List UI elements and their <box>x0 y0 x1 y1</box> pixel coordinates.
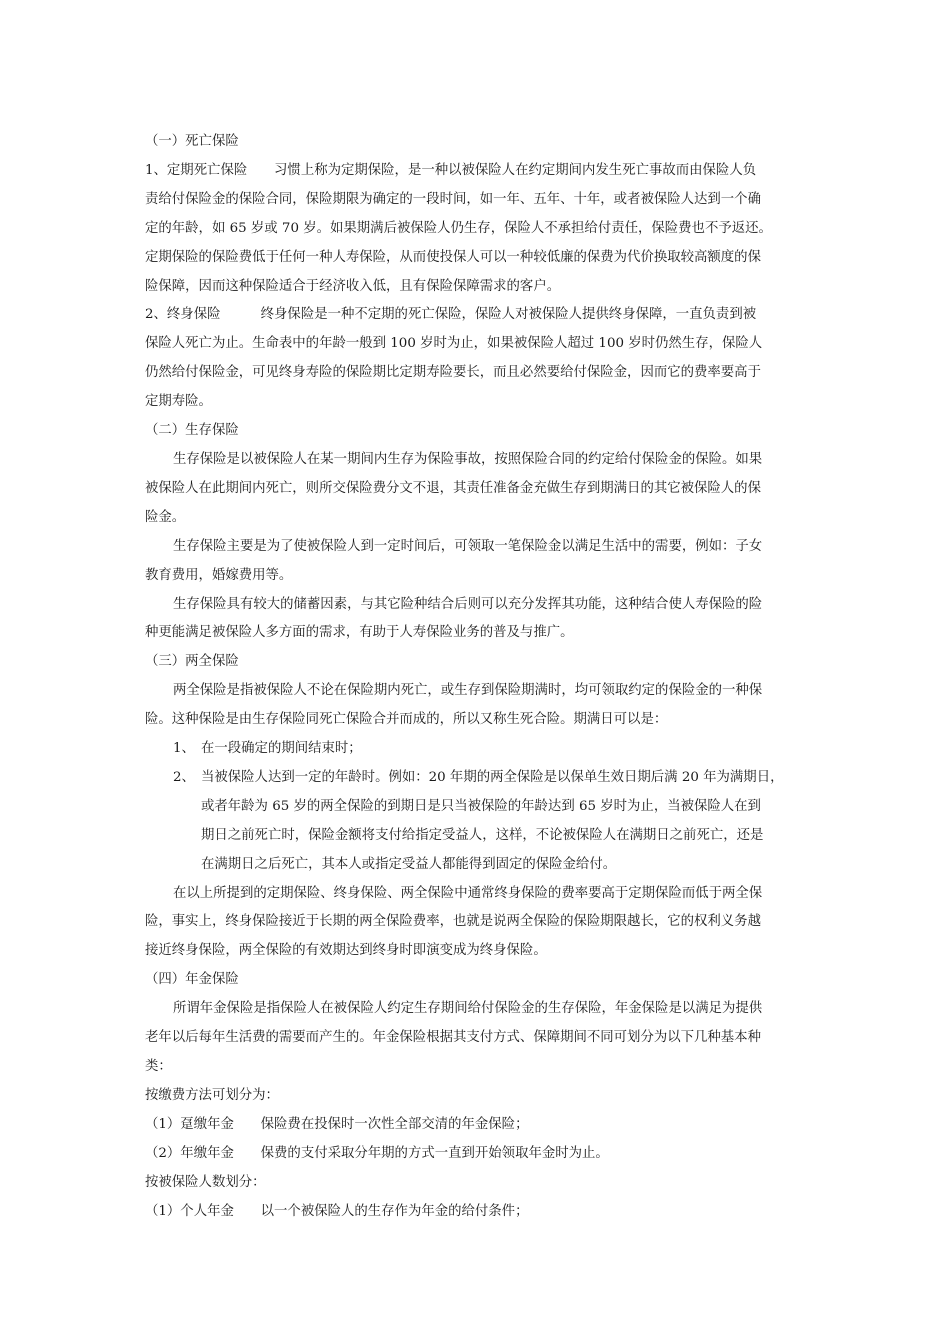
paragraph-line: 被保险人在此期间内死亡，则所交保险费分文不退，其责任准备金充做生存到期满日的其它被保险人的保 <box>145 480 761 496</box>
paragraph-line: （1）个人年金 以一个被保险人的生存作为年金的给付条件； <box>145 1203 529 1219</box>
paragraph-line: 在以上所提到的定期保险、终身保险、两全保险中通常终身保险的费率要高于定期保险而低于两全保 <box>173 885 763 901</box>
paragraph-line: 类： <box>145 1059 172 1074</box>
section-heading: （二）生存保险 <box>145 423 239 439</box>
paragraph-line: 2、终身保险 终身保险是一种不定期的死亡保险，保险人对被保险人提供终身保障，一直负责到被 <box>145 307 757 323</box>
paragraph-line: 险金。 <box>145 509 186 525</box>
paragraph-line: 责给付保险金的保险合同，保险期限为确定的一段时间，如一年、五年、十年，或者被保险人达到一个确 <box>145 191 761 207</box>
list-number: 1、 <box>173 741 195 757</box>
list-number: 2、 <box>173 769 195 785</box>
paragraph-line: 按缴费方法可划分为： <box>145 1087 279 1103</box>
paragraph-line: 按被保险人数划分： <box>145 1174 266 1190</box>
list-item-continuation: 在满期日之后死亡，其本人或指定受益人都能得到固定的保险金给付。 <box>201 856 617 872</box>
paragraph-line: 险。这种保险是由生存保险同死亡保险合并而成的，所以又称生死合险。期满日可以是： <box>145 712 668 728</box>
paragraph-line: 险保障，因而这种保险适合于经济收入低，且有保险保障需求的客户。 <box>145 278 561 294</box>
paragraph-line: （2）年缴年金 保费的支付采取分年期的方式一直到开始领取年金时为止。 <box>145 1145 609 1161</box>
paragraph-line: 生存保险是以被保险人在某一期间内生存为保险事故，按照保险合同的约定给付保险金的保险。如果 <box>173 451 763 467</box>
paragraph-line: 接近终身保险，两全保险的有效期达到终身时即演变成为终身保险。 <box>145 943 547 959</box>
paragraph-line: 保险人死亡为止。生命表中的年龄一般到 100 岁时为止，如果被保险人超过 100 岁时仍然生存，保险人 <box>145 336 763 352</box>
paragraph-line: 定的年龄，如 65 岁或 70 岁。如果期满后被保险人仍生存，保险人不承担给付责任，保险费也不予返还。 <box>145 220 772 236</box>
paragraph-line: （1）趸缴年金 保险费在投保时一次性全部交清的年金保险； <box>145 1116 529 1132</box>
list-item <box>145 764 805 793</box>
section-heading: （四）年金保险 <box>145 972 239 988</box>
paragraph-line: 1、定期死亡保险 习惯上称为定期保险，是一种以被保险人在约定期间内发生死亡事故而由保险人负 <box>145 162 757 178</box>
paragraph-line: 定期寿险。 <box>145 394 212 410</box>
list-item-text: 在一段确定的期间结束时； <box>201 741 362 757</box>
paragraph-line: 教育费用，婚嫁费用等。 <box>145 567 293 583</box>
paragraph-line: 仍然给付保险金，可见终身寿险的保险期比定期寿险要长，而且必然要给付保险金，因而它的费率要高于 <box>145 365 761 381</box>
section-heading: （一）死亡保险 <box>145 134 239 149</box>
paragraph-line: 险，事实上，终身保险接近于长期的两全保险费率，也就是说两全保险的保险期限越长，它的权利义务越 <box>145 914 761 930</box>
list-item-text: 当被保险人达到一定的年龄时。例如：20 年期的两全保险是以保单生效日期后满 20 年为满期日， <box>201 769 784 785</box>
paragraph-line: 种更能满足被保险人多方面的需求，有助于人寿保险业务的普及与推广。 <box>145 625 574 641</box>
list-item <box>145 735 805 764</box>
paragraph-line: 生存保险具有较大的储蓄因素，与其它险种结合后则可以充分发挥其功能，这种结合使人寿保险的险 <box>173 596 763 612</box>
paragraph-line: 所谓年金保险是指保险人在被保险人约定生存期间给付保险金的生存保险，年金保险是以满足为提供 <box>173 1001 763 1017</box>
paragraph-line: 生存保险主要是为了使被保险人到一定时间后，可领取一笔保险金以满足生活中的需要，例如：子女 <box>173 538 763 554</box>
list-item-continuation: 期日之前死亡时，保险金额将支付给指定受益人，这样，不论被保险人在满期日之前死亡，还是 <box>201 827 764 843</box>
paragraph-line: 老年以后每年生活费的需要而产生的。年金保险根据其支付方式、保障期间不同可划分为以下几种基本种 <box>145 1030 761 1046</box>
document-body <box>145 128 805 1226</box>
paragraph-line: 定期保险的保险费低于任何一种人寿保险，从而使投保人可以一种较低廉的保费为代价换取较高额度的保 <box>145 249 761 265</box>
list-item-continuation: 或者年龄为 65 岁的两全保险的到期日是只当被保险的年龄达到 65 岁时为止，当被保险人在到 <box>201 798 761 814</box>
paragraph-line: 两全保险是指被保险人不论在保险期内死亡，或生存到保险期满时，均可领取约定的保险金的一种保 <box>173 683 763 699</box>
section-heading: （三）两全保险 <box>145 654 239 670</box>
